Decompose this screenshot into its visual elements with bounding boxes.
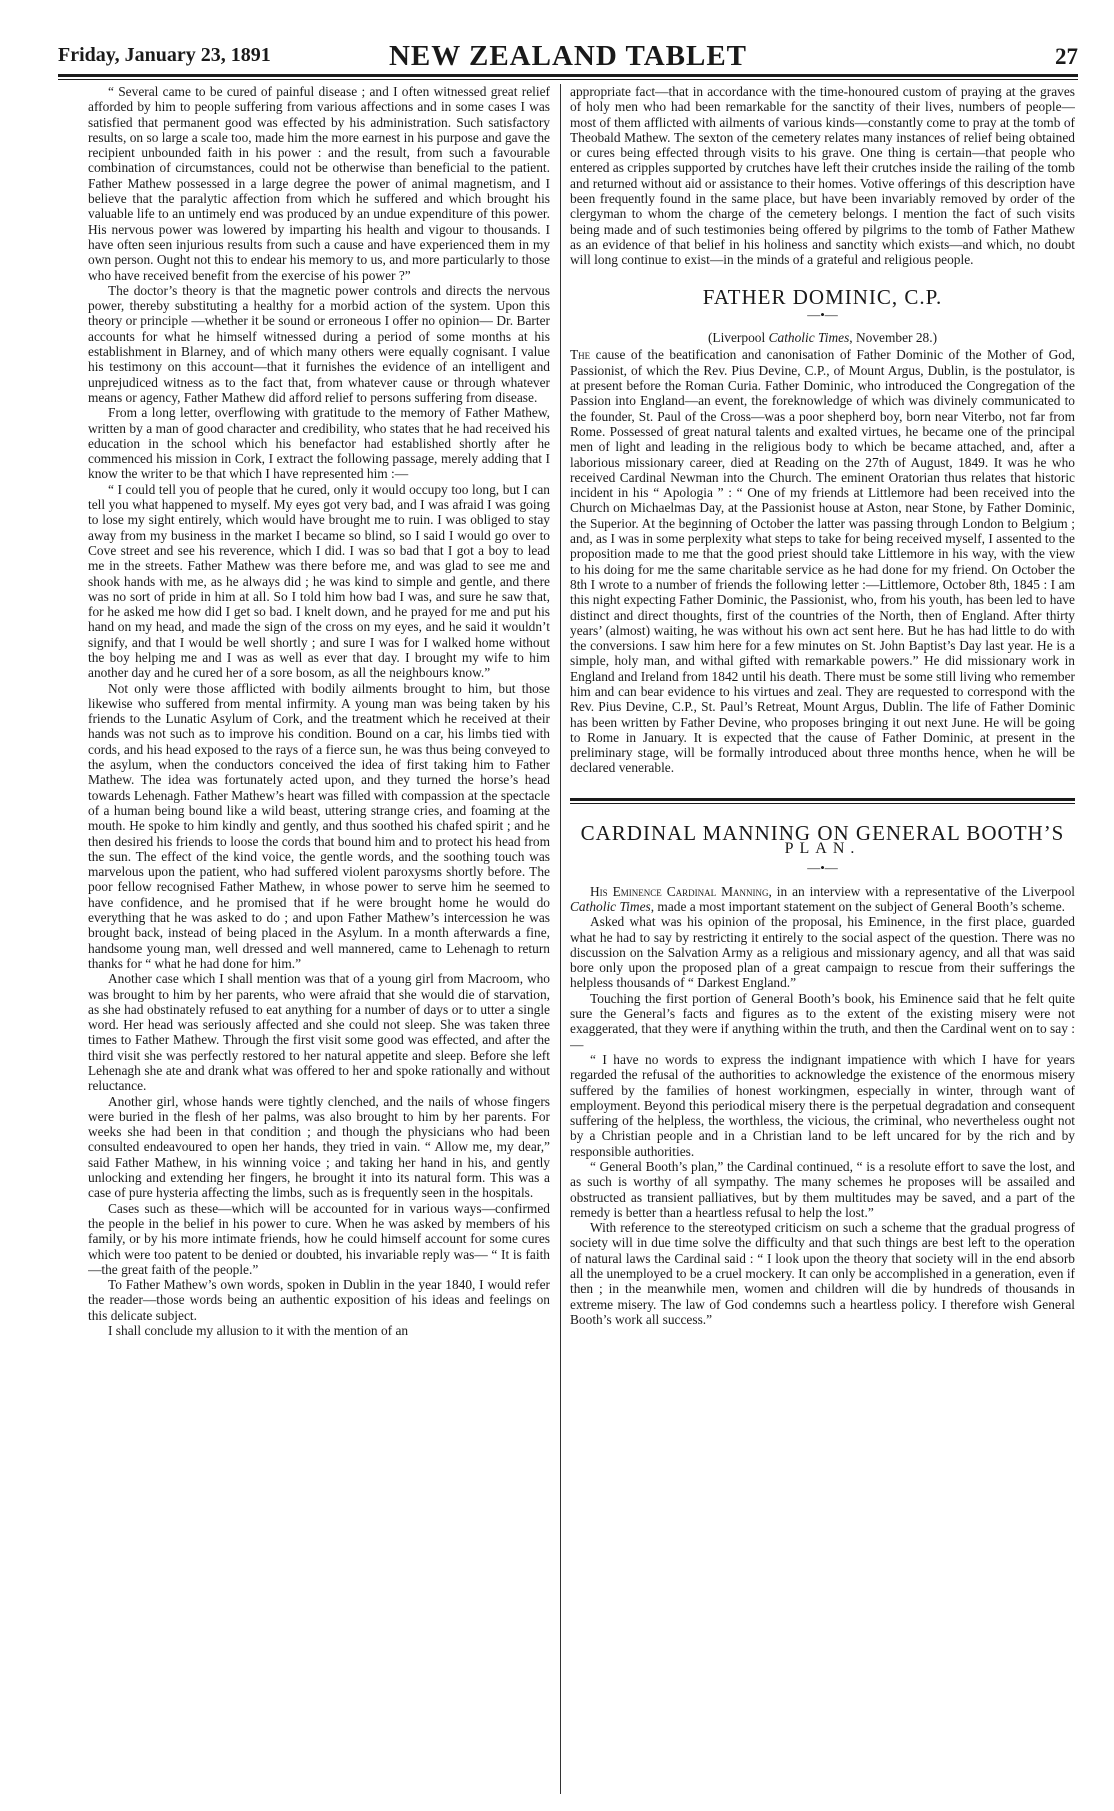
left-paragraph: “ I could tell you of people that he cured, only it would occupy too long, but I can tell you what happened to myself. My eyes got very bad, and I was afraid I was going to lose my sight entirely, which would have brought me to ruin. I was obliged to stay away from my business in the market I became so blind, so I said I would go over to Cove street and see his reverence, which I did. I was so bad that I got a boy to lead me in the streets. Father Mathew was there before me, and was glad to see me and shook hands with me, as he always did ; he was kind to simple and gentle, and there was no sort of pride in him at all. So I told him how bad I was, and sure he saw that, for he asked me how did I get so bad. I knelt down, and he prayed for me and put his hand on my head, and made the sign of the cross on my eyes, and he said it wouldn’t signify, and that I would be well shortly ; and sure I was for I walked home without the boy helping me and I was as well as ever that day. I brought my wife to him another day and he cured her of a sore bosom, as all the neighbours know.” [88, 481, 550, 681]
article-lead-paragraph [570, 884, 1075, 915]
article-heading-cardinal-manning: CARDINAL MANNING ON GENERAL BOOTH’S [580, 820, 1065, 845]
column-divider [560, 84, 561, 1794]
source-text: (Liverpool [707, 330, 769, 346]
section-rule-thin [570, 803, 1075, 804]
source-date: , November 28.) [849, 330, 938, 346]
left-paragraph: From a long letter, overflowing with gratitude to the memory of Father Mathew, written by a man of good character and credibility, who states that he had received his education in the school which his benefactor had established shortly after he commenced his mission in Cork, I extract the following passage, merely adding that I know the writer to be that which I have represented him :— [88, 405, 550, 482]
continuation-paragraph: appropriate fact—that in accordance with the time-honoured custom of praying at the graves of holy men who had been remarkable for the sanctity of their lives, numbers of people—most of them afflicted with ailments of various kinds—constantly come to pray at the tomb of Theobald Mathew. The sexton of the cemetery relates many instances of relief being obtained or cures being effected through visits to his grave. One thing is certain—that people who entered as cripples supported by crutches have left their crutches inside the railing of the tomb and returned without aid or assistance to their homes. Votive offerings of this description have been frequently found in the same place, but have been invariably removed by order of the clergyman to whom the charge of the cemetery belongs. I mention the fact of such visits being made and of such testimonies being offered by pilgrims to the tomb of Father Mathew as an evidence of that belief in his holiness and sanctity which exists—and which, no doubt will long continue to exist—in the minds of a grateful and religious people. [570, 84, 1075, 268]
lead-caps: His Eminence Cardinal Manning, [590, 883, 772, 899]
ornament-divider: —•— [807, 306, 838, 322]
article-heading-father-dominic: FATHER DOMINIC, C.P. [702, 284, 943, 309]
article-source [570, 330, 1075, 345]
left-paragraph: “ Several came to be cured of painful disease ; and I often witnessed great relief afforded by him to people suffering from various affections and in some cases I was satisfied that permanent good was effected by his administration. Such satisfactory results, on so large a scale too, made him the more earnest in his purpose and gave the recipient unbounded faith in his power : and the result, from such a favourable combination of circumstances, could not be otherwise than beneficial to the patient. Father Mathew possessed in a large degree the power of animal magnetism, and I believe that the paralytic affection from which he suffered and which brought his valuable life to an untimely end was produced by an undue expenditure of this power. His nervous power was lowered by imparting his health and vigour to thousands. I have often seen injurious results from such a cause and have experienced them in my own person. Ought not this to endear his memory to us, and more particularly to those who have received benefit from the exercise of his power ?” [88, 84, 550, 283]
masthead-rule-thin [58, 79, 1078, 80]
issue-date: Friday, January 23, 1891 [58, 44, 271, 66]
right-column [570, 84, 1075, 1799]
left-paragraph: Another case which I shall mention was that of a young girl from Macroom, who was brought to him by her parents, who were afraid that she would die of starvation, as she had obstinately refused to eat anything for a number of days or to utter a single word. Her head was seriously affected and she could not sleep. She was taken three times to Father Mathew. Through the first visit some good was effected, and after the third visit she was perfectly restored to her natural appetite and sleep. Before she left Lehenagh she ate and drank what was offered to her and spoke rationally and without reluctance. [88, 971, 550, 1094]
article-body-paragraph: With reference to the stereotyped criticism on such a scheme that the gradual progress of society will in due time solve the difficulty and that such things are best left to the operation of natural laws the Cardinal said : “ I look upon the theory that society will in the end absorb all the unemployed to be a cruel mockery. It can only be accomplished in a generation, even if then ; in the meanwhile men, women and children will die by hundreds of thousands in extreme misery. The law of God condemns such a heartless policy. I therefore wish General Booth’s work all success.” [570, 1220, 1075, 1327]
page-number: 27 [1055, 44, 1078, 69]
left-column [88, 84, 550, 1799]
masthead [58, 40, 1078, 74]
left-paragraph: To Father Mathew’s own words, spoken in Dublin in the year 1840, I would refer the reader—those words being an authentic exposition of his ideas and feelings on this delicate subject. [88, 1277, 550, 1323]
masthead-rule-thick [58, 74, 1078, 77]
lead-text: , made a most important statement on the subject of General Booth’s scheme. [650, 898, 1065, 914]
left-paragraph: I shall conclude my allusion to it with the mention of an [108, 1323, 409, 1339]
article-heading-sub: PLAN. [784, 840, 861, 858]
left-paragraph: Another girl, whose hands were tightly clenched, and the nails of whose fingers were buried in the flesh of her palms, was also brought to him by her parents. For weeks she had been in that condition ; and though the physicians who had been consulted endeavoured to open her hands, they tried in vain. “ Allow me, my dear,” said Father Mathew, in his winning voice ; and taking her hand in his, and gently unlocking and extending her fingers, he brought it into its natural form. This was a case of pure hysteria affecting the limbs, such as is frequently seen in the hospitals. [88, 1093, 550, 1201]
article-body-paragraph [570, 347, 1075, 775]
lead-publication: Catholic Times [570, 898, 651, 914]
lead-word: The [570, 347, 591, 363]
left-paragraph: Not only were those afflicted with bodily ailments brought to him, but those likewise who suffered from mental infirmity. A young man was being taken by his friends to the Lunatic Asylum of Cork, and the treatment which he received at their hands was not such as to improve his condition. Bound on a car, his limbs tied with cords, and his head exposed to the rays of a fierce sun, he was thus being conveyed to the asylum, when the conductors conceived the idea of first taking him to Father Mathew. The idea was fortunately acted upon, and they turned the horse’s head towards Lehenagh. Father Mathew’s heart was filled with compassion at the spectacle of a human being bound like a wild beast, uttering strange cries, and foaming at the mouth. He spoke to him kindly and gently, and thus soothed his chafed spirit ; and he then desired his friends to loose the cords that bound him and to protect his head from the sun. The effect of the kind voice, the gentle words, and the soothing touch was marvelous upon the patient, who had suffered violent paroxysms shortly before. The poor fellow recognised Father Mathew, in whose power to serve him he seemed to have confidence, and he promised that if he were brought home he would do everything that he was asked to do ; and upon Father Mathew’s intercession he was brought back, instead of being placed in the Asylum. In a month afterwards a fine, handsome young man, well dressed and well mannered, came to Lehenagh to return thanks for “ what he had done for him.” [88, 680, 550, 971]
article-body-paragraph: “ General Booth’s plan,” the Cardinal continued, “ is a resolute effort to save the lost, and as such is worthy of all sympathy. The many schemes he proposes will be assailed and obstructed as transient palliatives, but by them multitudes may be saved, and a part of the remedy is better than a heartless refusal to help the lost.” [570, 1159, 1075, 1220]
article-body-paragraph: Touching the first portion of General Booth’s book, his Eminence said that he felt quite sure the General’s facts and figures as to the extent of the existing misery were not exaggerated, that they were if anything within the truth, and then the Cardinal went on to say :— [570, 990, 1075, 1052]
article-body-paragraph: “ I have no words to express the indignant impatience with which I have for years regarded the refusal of the authorities to acknowledge the existence of the enormous misery suffered by the families of honest workingmen, especially in winter, through want of employment. Beyond this periodical misery there is the perpetual degradation and consequent suffering of the helpless, the worthless, the vicious, the criminal, who nevertheless ought not by a Christian people and in a Christian land to be left uncared for by the rich and by responsible authorities. [570, 1051, 1075, 1159]
ornament-divider: —•— [807, 860, 838, 876]
article-body-text: cause of the beatification and canonisation of Father Dominic of the Mother of God, Passionist, of which the Rev. Pius Devine, C.P., of Mount Argus, Dublin, is the postulator, is at present before the Roman Curia. Father Dominic, who introduced the Congregation of the Passion into England—an event, the foreknowledge of which was divinely communicated to the founder, St. Paul of the Cross—was a poor shepherd boy, born near Viterbo, not far from Rome. Possessed of great natural talents and exalted virtues, he became one of the principal men of light and leading in the religious body to which be became attached, and, after a laborious missionary career, died at Reading on the 27th of August, 1849. It was he who received Cardinal Newman into the Church. The eminent Oratorian thus relates that historic incident in his “ Apologia ” : “ One of my friends at Littlemore had been received into the Church on Michaelmas Day, at the Passionist house at Aston, near Stone, by Father Dominic, the Superior. At the beginning of October the latter was passing through London to Belgium ; and, as I was in some perplexity what steps to take for being received myself, I assented to the proposition made to me that the good priest should take Littlemore in his way, with the view to his doing for me the same charitable service as he had done for my friend. On October the 8th I wrote to a number of friends the following letter :—Littlemore, October 8th, 1845 : I am this night expecting Father Dominic, the Passionist, who, from his youth, has been led to have distinct and direct thoughts, first of the countries of the North, then of England. After thirty years’ (almost) waiting, he was without his own act sent here. But he has had little to do with the conversions. I saw him here for a few minutes on St. John Baptist’s Day last year. He is a simple, holy man, and withal gifted with remarkable powers.” He did missionary work in England and Ireland from 1842 until his death. There must be some still living who remember him and can bear evidence to his virtues and zeal. They are requested to correspond with the Rev. Pius Devine, C.P., St. Paul’s Retreat, Mount Argus, Dublin. The life of Father Dominic has been written by Father Devine, who proposes bringing it out next June. He will be going to Rome in January. It is expected that the cause of Father Dominic, at present in the preliminary stage, will be formally introduced about three months hence, when he will be declared venerable. [570, 347, 1075, 776]
article-body-paragraph: Asked what was his opinion of the proposal, his Eminence, in the first place, guarded what he had to say by restricting it entirely to the social aspect of the question. There was no discussion on the Salvation Army as a religious and missionary agency, and all that was said bore only upon the proposed plan of a great campaign to rescue from their sufferings the helpless thousands of “ Darkest England.” [570, 914, 1075, 991]
newspaper-title: NEW ZEALAND TABLET [388, 40, 748, 72]
left-paragraph: Cases such as these—which will be accounted for in various ways—confirmed the people in the belief in his power to cure. When he was asked by members of his family, or by his more intimate friends, how he could himself account for some cures which were too patent to be denied or doubted, his invariable reply was— “ It is faith—the great faith of the people.” [88, 1200, 550, 1277]
source-publication: Catholic Times [768, 330, 850, 346]
lead-text: in an interview with a representative of the Liverpool [771, 883, 1075, 899]
section-rule-thick [570, 798, 1075, 801]
left-paragraph: The doctor’s theory is that the magnetic power controls and directs the nervous power, thereby substituting a healthy for a morbid action of the system. Upon this theory or principle —whether it be sound or erroneous I offer no opinion— Dr. Barter accounts for what he himself witnessed during a period of some months at his establishment in Blarney, and of which many others were equally cognisant. I value his testimony on this account—that it furnishes the evidence of an intelligent and unprejudiced witness as to the fact that, from whatever cause or through whatever means or agency, Father Mathew did afford relief to persons suffering from disease. [88, 282, 550, 405]
